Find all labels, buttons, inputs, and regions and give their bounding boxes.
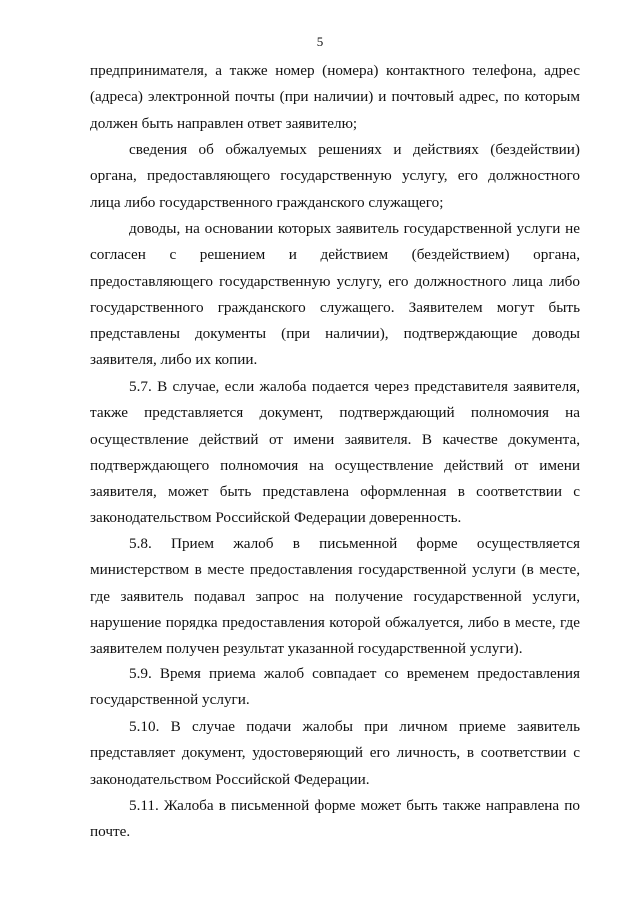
text-line: законодательством Российской Федерации. (90, 770, 370, 788)
text-line: предоставляющего государственную услугу, его должностного лица либо (90, 272, 580, 290)
text-line: почте. (90, 823, 131, 841)
text-line: осуществление действий от имени заявителя. В качестве документа, (90, 430, 580, 448)
text-line: представлены документы (при наличии), подтверждающие доводы (90, 325, 580, 343)
paragraph-arguments (90, 216, 580, 374)
text-line: 5.9. Время приема жалоб совпадает со временем предоставления (129, 665, 580, 682)
text-line: законодательством Российской Федерации доверенность. (90, 509, 462, 527)
text-line: 5.11. Жалоба в письменной форме может быть также направлена по (129, 797, 580, 814)
text-line: нарушение порядка предоставления которой обжалуется, либо в месте, где (90, 613, 580, 631)
text-line: 5.8. Прием жалоб в письменной форме осуществляется (129, 535, 580, 552)
text-line: лица либо государственного гражданского служащего; (90, 193, 444, 211)
text-line: заявителя, либо их копии. (90, 351, 258, 369)
text-line: заявителя, может быть представлена оформленная в соответствии с (90, 483, 580, 501)
text-line: государственного гражданского служащего. Заявителем могут быть (90, 298, 580, 316)
page-number: 5 (316, 34, 324, 49)
paragraph-appealed-decisions (90, 137, 580, 216)
text-line: министерством в месте предоставления государственной услуги (в месте, (90, 561, 580, 579)
text-line: подтверждающего полномочия на осуществление действий от имени (90, 456, 580, 474)
text-line: согласен с решением и действием (бездействием) органа, (90, 246, 580, 264)
text-line: 5.7. В случае, если жалоба подается через представителя заявителя, (129, 378, 580, 395)
text-line: предпринимателя, а также номер (номера) контактного телефона, адрес (90, 62, 580, 79)
text-line: где заявитель подавал запрос на получение государственной услуги, (90, 587, 580, 605)
text-line: также представляется документ, подтверждающий полномочия на (90, 404, 580, 422)
paragraph-5-9 (90, 661, 580, 714)
text-line: сведения об обжалуемых решениях и действиях (бездействии) (129, 141, 580, 158)
paragraph-5-7 (90, 374, 580, 532)
paragraph-applicant-contacts (90, 58, 580, 137)
text-line: (адреса) электронной почты (при наличии) и почтовый адрес, по которым (90, 88, 580, 106)
text-line: заявителем получен результат указанной государственной услуги). (90, 640, 523, 658)
text-line: должен быть направлен ответ заявителю; (90, 114, 358, 132)
text-line: органа, предоставляющего государственную услугу, его должностного (90, 167, 580, 185)
text-line: 5.10. В случае подачи жалобы при личном приеме заявитель (129, 718, 580, 735)
text-line: доводы, на основании которых заявитель государственной услуги не (129, 220, 580, 237)
paragraph-5-10 (90, 714, 580, 793)
paragraph-5-8 (90, 531, 580, 662)
paragraph-5-11 (90, 793, 580, 846)
text-line: представляет документ, удостоверяющий его личность, в соответствии с (90, 744, 580, 762)
text-line: государственной услуги. (90, 691, 250, 709)
